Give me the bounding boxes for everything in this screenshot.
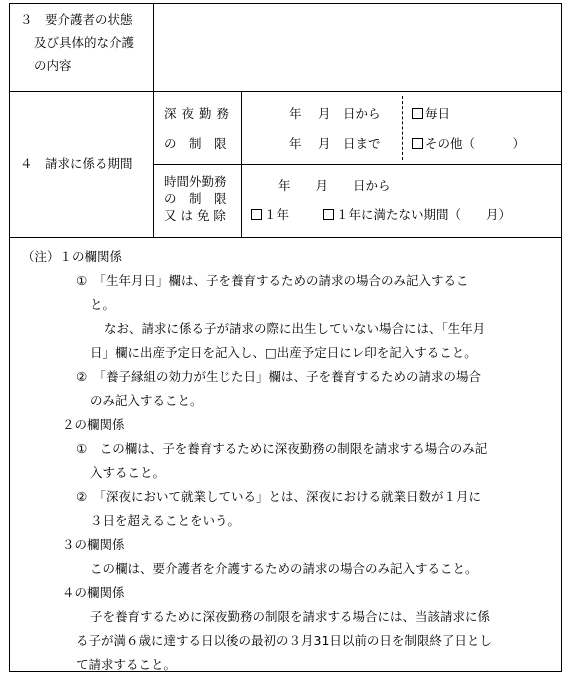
- note-4-line1: 子を養育するために深夜勤務の制限を請求する場合には、当該請求に係: [90, 609, 491, 624]
- note-3-line1: この欄は、要介護者を介護するための請求の場合のみ記入すること。: [90, 561, 478, 576]
- section3-label-line2: 及び具体的な介護: [34, 35, 135, 50]
- note-1-1-line1: ① 「生年月日」欄は、子を養育するための請求の場合のみ記入するこ: [76, 273, 469, 288]
- overtime-from-date[interactable]: 年 月 日から: [278, 178, 391, 193]
- dashed-option-divider: [402, 96, 403, 160]
- request-form: [9, 3, 562, 672]
- option-less-than-year[interactable]: [323, 208, 511, 222]
- overtime-label-line2: の 制 限: [164, 191, 227, 206]
- option-other[interactable]: [412, 137, 525, 151]
- night-limit-label-line1: 深夜勤務: [164, 106, 235, 121]
- night-limit-label-line2: の 制 限: [164, 136, 227, 151]
- note-2-2-line1: ② 「深夜において就業している」とは、深夜における就業日数が１月に: [76, 489, 481, 504]
- note-4-line2: る子が満６歳に達する日以後の最初の３月31日以前の日を制限終了日とし: [76, 633, 492, 648]
- notes-heading-3: ３の欄関係: [62, 537, 125, 552]
- section4-label: ４ 請求に係る期間: [20, 156, 133, 171]
- row-divider-night-overtime: [153, 164, 561, 165]
- less-than-year-checkbox[interactable]: [323, 209, 334, 220]
- note-2-1-line1: ① この欄は、子を養育するために深夜勤務の制限を請求する場合のみ記: [76, 441, 488, 456]
- note-4-line3: て請求すること。: [76, 657, 177, 672]
- note-1-1-line4: 日」欄に出産予定日を記入し、□出産予定日にレ印を記入すること。: [90, 345, 477, 360]
- option-less-label: １年に満たない期間（ 月）: [336, 207, 512, 222]
- night-limit-from-date[interactable]: 年 月 日から: [289, 106, 381, 121]
- notes-heading: （注）１の欄関係: [22, 249, 123, 264]
- overtime-label-line3: 又 は 免 除: [164, 208, 226, 223]
- daily-checkbox[interactable]: [412, 108, 423, 119]
- option-daily[interactable]: [412, 107, 450, 121]
- section3-content-area[interactable]: [154, 4, 561, 91]
- note-1-2-line2: のみ記入すること。: [90, 393, 203, 408]
- one-year-checkbox[interactable]: [251, 209, 262, 220]
- section3-label-line3: の内容: [34, 58, 72, 73]
- option-one-year-label: １年: [264, 207, 290, 222]
- notes-heading-4: ４の欄関係: [62, 585, 125, 600]
- note-2-1-line2: 入すること。: [90, 465, 166, 480]
- note-1-1-line3: なお、請求に係る子が請求の際に出生していない場合には、「生年月: [104, 321, 486, 336]
- notes-heading-2: ２の欄関係: [62, 417, 125, 432]
- option-other-label: その他（ ）: [425, 136, 526, 151]
- row-divider-3-4: [10, 91, 561, 92]
- note-2-2-line2: ３日を超えることをいう。: [90, 513, 241, 528]
- night-limit-to-date[interactable]: 年 月 日まで: [289, 136, 381, 151]
- overtime-label-line1: 時間外勤務: [164, 174, 227, 189]
- option-one-year[interactable]: [251, 208, 289, 222]
- note-1-2-line1: ② 「養子縁組の効力が生じた日」欄は、子を養育するための請求の場合: [76, 369, 481, 384]
- row-divider-notes: [10, 237, 561, 238]
- section3-label-line1: ３ 要介護者の状態: [20, 12, 133, 27]
- note-1-1-line2: と。: [90, 297, 116, 312]
- option-daily-label: 毎日: [425, 106, 451, 121]
- other-checkbox[interactable]: [412, 138, 423, 149]
- sublabel-column-divider: [241, 91, 242, 237]
